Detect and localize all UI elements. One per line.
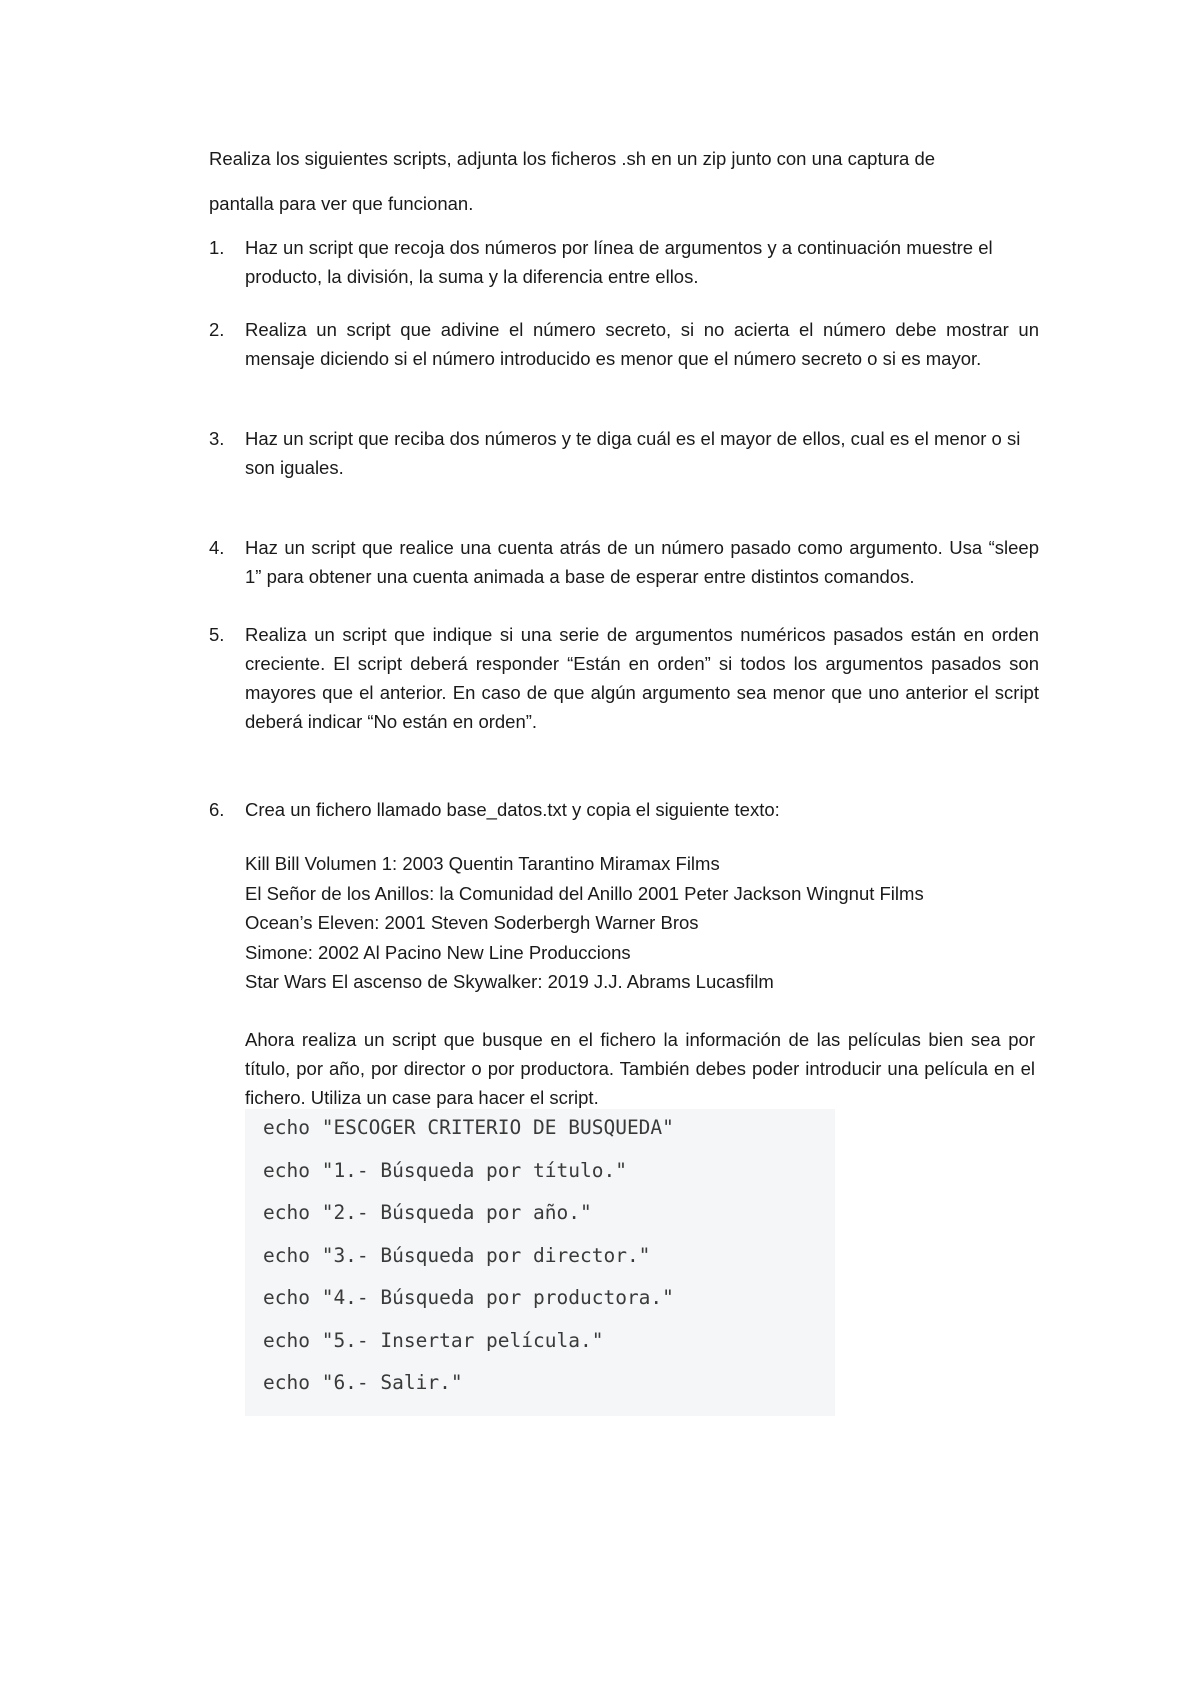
list-item-text: Haz un script que reciba dos números y te diga cuál es el mayor de ellos, cual es el menor o si son iguales. xyxy=(245,428,1021,478)
list-number: 4. xyxy=(209,537,225,558)
list-item-1 xyxy=(209,233,1039,291)
film-line: Star Wars El ascenso de Skywalker: 2019 J.J. Abrams Lucasfilm xyxy=(245,971,774,992)
list-item-2 xyxy=(209,315,1039,373)
list-number: 3. xyxy=(209,428,225,449)
code-line: echo "1.- Búsqueda por título." xyxy=(263,1159,627,1182)
film-line: El Señor de los Anillos: la Comunidad del Anillo 2001 Peter Jackson Wingnut Films xyxy=(245,882,924,904)
list-number: 2. xyxy=(209,319,225,340)
code-line: echo "4.- Búsqueda por productora." xyxy=(263,1286,674,1309)
list-item-text: Haz un script que recoja dos números por línea de argumentos y a continuación muestre el producto, la división, la suma y la diferencia entre ellos. xyxy=(245,237,993,287)
film-line: Simone: 2002 Al Pacino New Line Produccions xyxy=(245,941,631,963)
code-line: echo "2.- Búsqueda por año." xyxy=(263,1201,592,1224)
film-line: Kill Bill Volumen 1: 2003 Quentin Tarantino Miramax Films xyxy=(245,853,720,874)
list-item-4 xyxy=(209,533,1039,591)
list-item-text: Realiza un script que indique si una serie de argumentos numéricos pasados están en orden creciente. El script deberá responder “Están en orden” si todos los argumentos pasados son mayores que el anterior. En caso de que algún argumento sea menor que uno anterior el script deberá indicar “No están en orden”. xyxy=(245,624,1039,732)
list-item-text: Haz un script que realice una cuenta atrás de un número pasado como argumento. Usa “sleep 1” para obtener una cuenta animada a base de esperar entre distintos comandos. xyxy=(245,537,1039,587)
list-item-text: Crea un fichero llamado base_datos.txt y copia el siguiente texto: xyxy=(245,799,780,820)
list-item-6 xyxy=(209,795,1039,824)
intro-text-line-1: Realiza los siguientes scripts, adjunta los ficheros .sh en un zip junto con una captura de xyxy=(209,148,936,169)
list-item-3 xyxy=(209,424,1039,482)
list-number: 1. xyxy=(209,237,225,258)
code-line: echo "3.- Búsqueda por director." xyxy=(263,1244,651,1267)
list-item-text: Realiza un script que adivine el número secreto, si no acierta el número debe mostrar un mensaje diciendo si el número introducido es menor que el número secreto o si es mayor. xyxy=(245,319,1039,369)
list-number: 5. xyxy=(209,624,225,645)
list-item-5 xyxy=(209,620,1039,736)
code-block xyxy=(245,1109,835,1416)
film-database-text xyxy=(245,849,1035,997)
code-line: echo "ESCOGER CRITERIO DE BUSQUEDA" xyxy=(263,1116,674,1139)
film-line: Ocean’s Eleven: 2001 Steven Soderbergh Warner Bros xyxy=(245,912,699,933)
intro-text-line-2: pantalla para ver que funcionan. xyxy=(209,193,474,214)
code-line: echo "5.- Insertar película." xyxy=(263,1329,604,1352)
followup-paragraph: Ahora realiza un script que busque en el fichero la información de las películas bien sea por título, por año, por director o por productora. También debes poder introducir una película en el fichero. Utiliza un case para hacer el script. xyxy=(245,1029,1035,1108)
code-line: echo "6.- Salir." xyxy=(263,1371,463,1394)
list-number: 6. xyxy=(209,799,225,820)
